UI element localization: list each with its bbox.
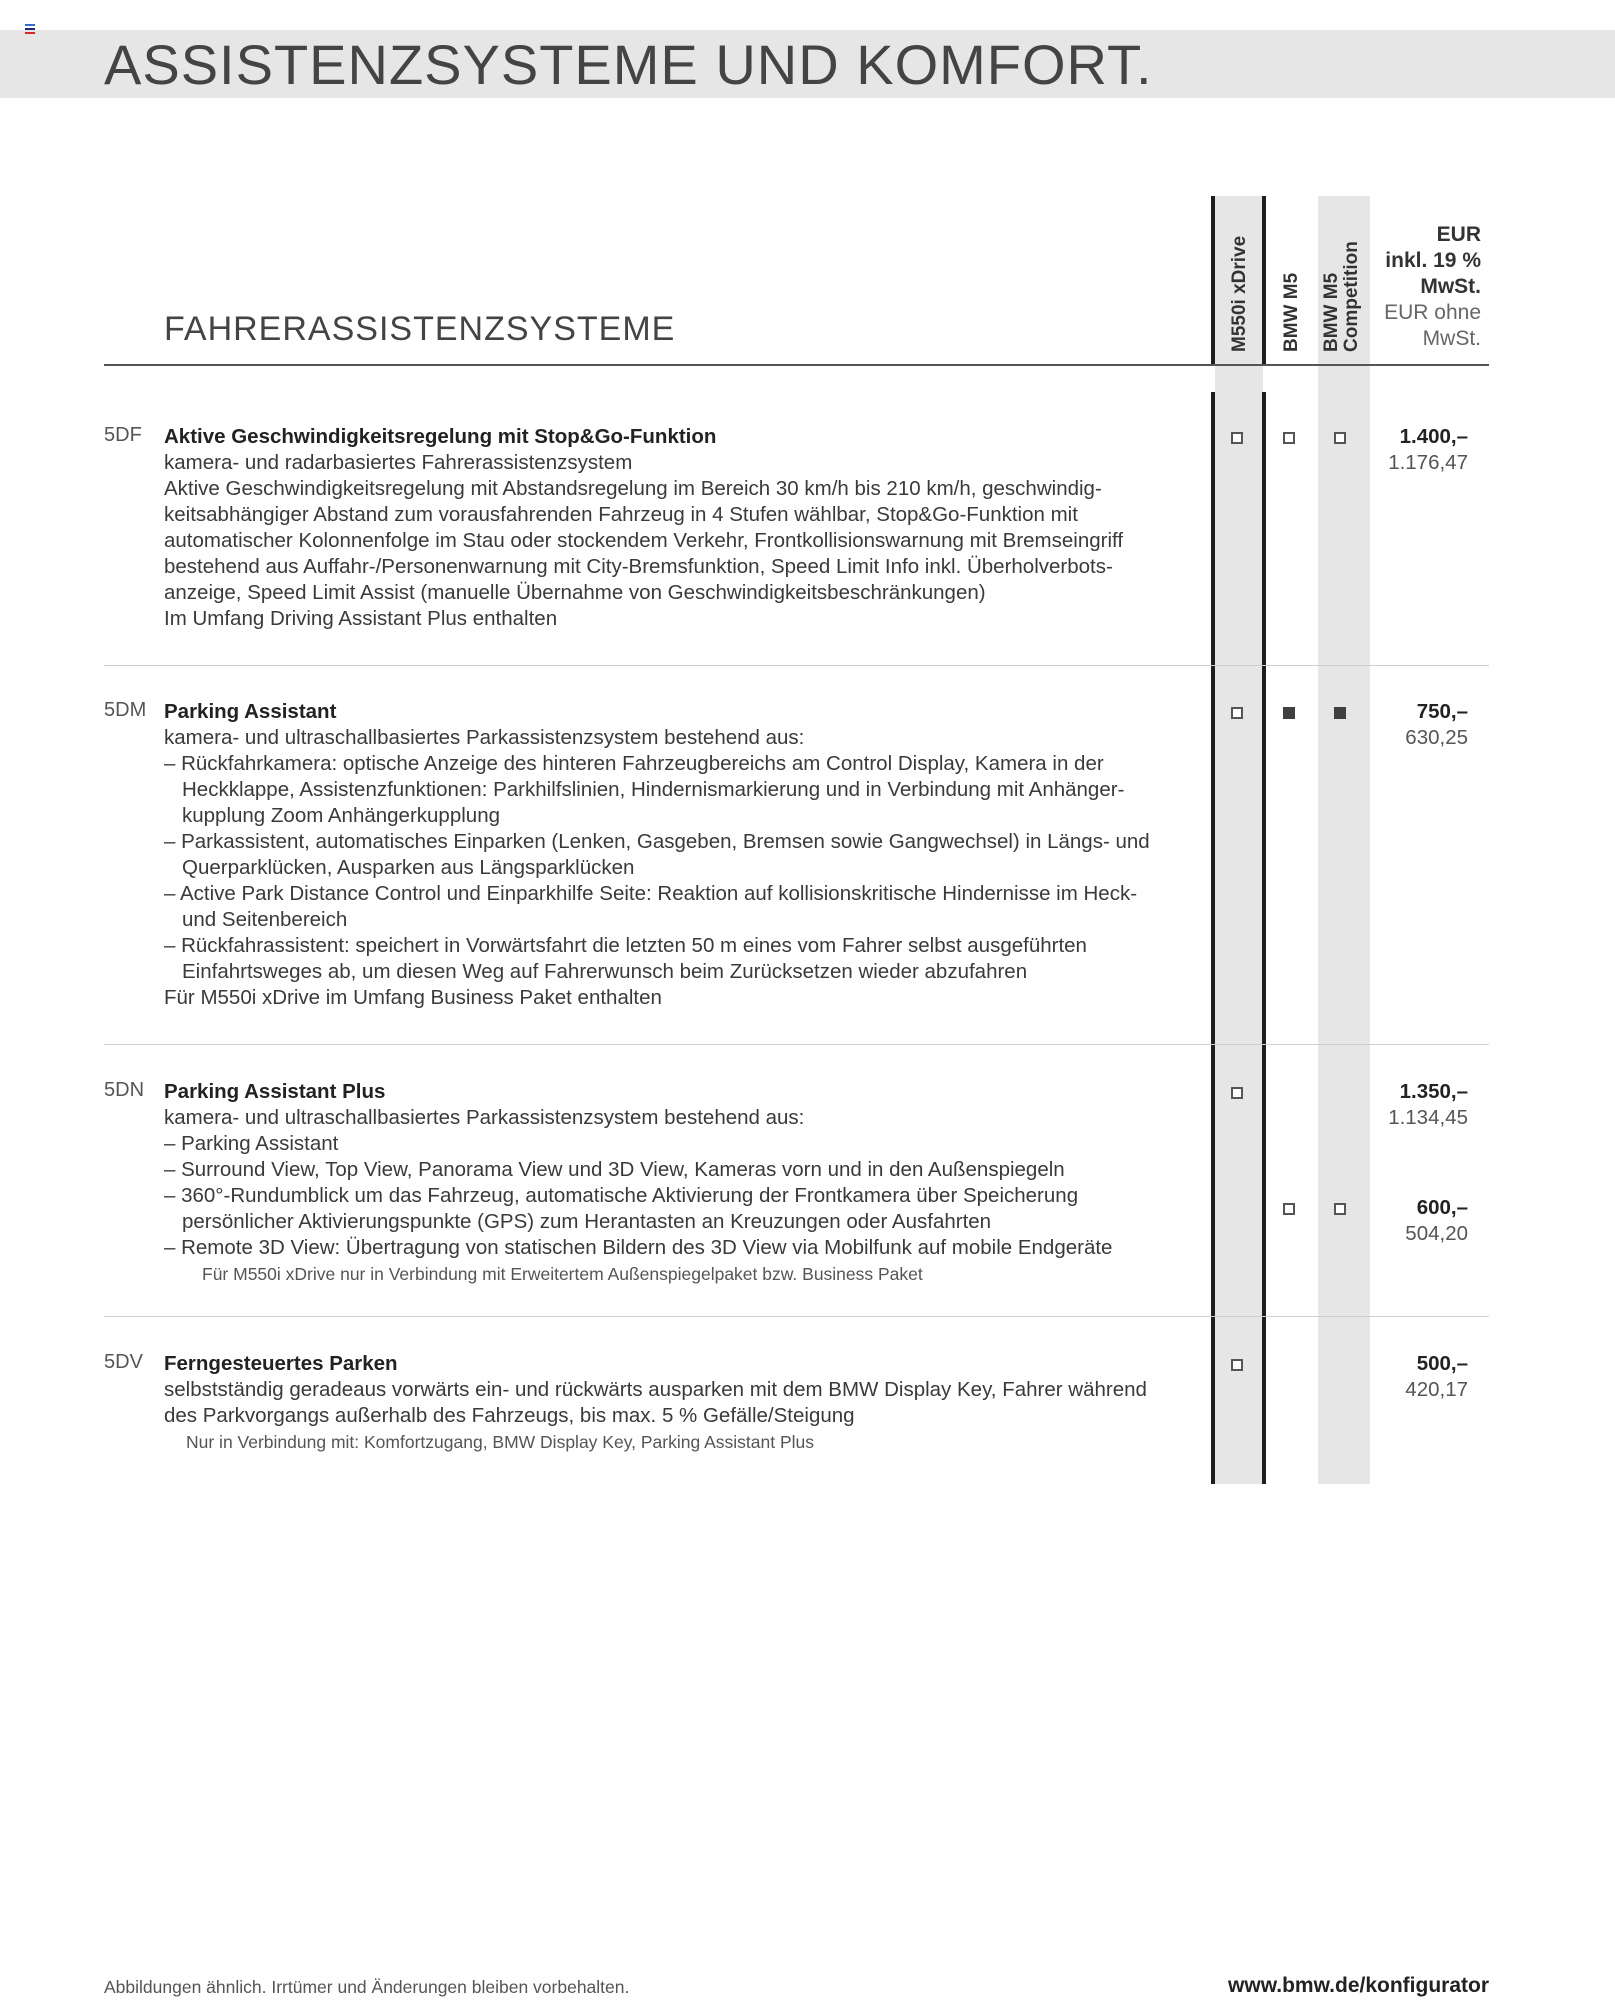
option-code: 5DF <box>104 424 142 446</box>
col-header-m5-competition-line: BMW M5 <box>1321 272 1342 352</box>
price-net: 1.176,47 <box>1388 451 1468 474</box>
option-row-5dn <box>104 1079 1489 1284</box>
col-header-m550i: M550i xDrive <box>1229 235 1250 352</box>
desc-line: selbstständig geradeaus vorwärts ein- und rückwärts ausparken mit dem BMW Display Key, Fahrer während <box>164 1378 1147 1401</box>
option-price-m5 <box>1328 1195 1468 1247</box>
option-box-m5 <box>1283 1203 1295 1215</box>
bullet-line: – Rückfahrassistent: speichert in Vorwärtsfahrt die letzten 50 m eines vom Fahrer selbst ausgeführten <box>164 934 1087 957</box>
bullet-line: – Parkassistent, automatisches Einparken (Lenken, Gasgeben, Bremsen sowie Gangwechsel) in Längs- und <box>164 830 1150 853</box>
desc-footer: Für M550i xDrive im Umfang Business Paket enthalten <box>164 986 662 1009</box>
bullet-line: – Active Park Distance Control und Einparkhilfe Seite: Reaktion auf kollisionskritische Hindernisse im Heck- <box>164 882 1138 905</box>
bullet-line: – 360°-Rundumblick um das Fahrzeug, automatische Aktivierung der Frontkamera über Speicherung <box>164 1184 1079 1207</box>
price-header <box>1351 222 1481 352</box>
option-name: Parking Assistant <box>164 700 337 723</box>
option-description <box>164 1351 1289 1455</box>
desc-intro: kamera- und ultraschallbasiertes Parkassistenzsystem bestehend aus: <box>164 726 805 749</box>
option-box-m5 <box>1283 432 1295 444</box>
price-net: 420,17 <box>1405 1378 1468 1401</box>
option-price <box>1328 424 1468 476</box>
page-title: ASSISTENZSYSTEME UND KOMFORT. <box>104 33 1153 96</box>
price-header-incl-2: inkl. 19 % <box>1385 249 1481 272</box>
bullet-line: Querparklücken, Ausparken aus Längsparklücken <box>182 856 635 879</box>
option-code: 5DM <box>104 699 147 721</box>
row-separator <box>104 1316 1489 1317</box>
option-code: 5DN <box>104 1079 145 1101</box>
col-divider <box>1211 196 1215 364</box>
option-row-5dv <box>104 1351 1489 1471</box>
bullet-line: – Rückfahrkamera: optische Anzeige des hinteren Fahrzeugbereichs am Control Display, Kamera in der <box>164 752 1104 775</box>
section-title: FAHRERASSISTENZSYSTEME <box>164 310 676 348</box>
desc-line: des Parkvorgangs außerhalb des Fahrzeugs, bis max. 5 % Gefälle/Steigung <box>164 1404 855 1427</box>
desc-bullet <box>164 881 1289 933</box>
standard-box-m5 <box>1283 707 1295 719</box>
desc-line: kamera- und radarbasiertes Fahrerassistenzsystem <box>164 451 633 474</box>
price-gross: 600,– <box>1416 1196 1468 1219</box>
option-box-m550i <box>1231 1087 1243 1099</box>
price-gross: 500,– <box>1416 1352 1468 1375</box>
desc-line: anzeige, Speed Limit Assist (manuelle Übernahme von Geschwindigkeitsbeschränkungen) <box>164 581 986 604</box>
desc-line: Aktive Geschwindigkeitsregelung mit Abstandsregelung im Bereich 30 km/h bis 210 km/h, geschwindig- <box>164 477 1102 500</box>
option-name: Aktive Geschwindigkeitsregelung mit Stop&Go-Funktion <box>164 425 717 448</box>
price-net: 1.134,45 <box>1388 1106 1468 1129</box>
price-header-excl-1: EUR ohne <box>1384 301 1481 324</box>
col-header-m5-competition-line: Competition <box>1341 241 1362 352</box>
option-code: 5DV <box>104 1351 143 1373</box>
price-net: 504,20 <box>1405 1222 1468 1245</box>
option-price <box>1328 699 1468 751</box>
bullet-line: und Seitenbereich <box>182 908 348 931</box>
desc-line: keitsabhängiger Abstand zum vorausfahrenden Fahrzeug in 4 Stufen wählbar, Stop&Go-Funktion mit <box>164 503 1078 526</box>
bullet-line: – Remote 3D View: Übertragung von statischen Bildern des 3D View via Mobilfunk auf mobile Endgeräte <box>164 1236 1113 1259</box>
desc-line: Im Umfang Driving Assistant Plus enthalten <box>164 607 558 630</box>
option-box-m550i <box>1231 707 1243 719</box>
header-rule <box>104 364 1489 366</box>
desc-intro: kamera- und ultraschallbasiertes Parkassistenzsystem bestehend aus: <box>164 1106 805 1129</box>
bmw-m-stripes-icon <box>25 24 35 36</box>
row-separator <box>104 665 1489 666</box>
bullet-line: Einfahrtsweges ab, um diesen Weg auf Fahrerwunsch beim Zurücksetzen wieder abzufahren <box>182 960 1028 983</box>
price-gross: 1.350,– <box>1399 1080 1468 1103</box>
price-header-incl-1: EUR <box>1436 223 1481 246</box>
footer-url-link[interactable]: www.bmw.de/konfigurator <box>1228 1974 1489 1997</box>
price-gross: 750,– <box>1416 700 1468 723</box>
col-divider <box>1262 196 1266 364</box>
price-header-incl-3: MwSt. <box>1420 275 1481 298</box>
option-box-m550i <box>1231 1359 1243 1371</box>
desc-bullet <box>164 933 1289 985</box>
option-row-5dm <box>104 699 1489 1019</box>
option-row-5df <box>104 424 1489 644</box>
desc-bullet <box>164 829 1289 881</box>
option-name: Ferngesteuertes Parken <box>164 1352 398 1375</box>
option-description <box>164 699 1289 1011</box>
bullet-line: Heckklappe, Assistenzfunktionen: Parkhilfslinien, Hindernismarkierung und in Verbindung mit Anhänger- <box>182 778 1125 801</box>
bullet-line: – Surround View, Top View, Panorama View und 3D View, Kameras vorn und in den Außenspiegeln <box>164 1158 1065 1181</box>
desc-line: bestehend aus Auffahr-/Personenwarnung mit City-Bremsfunktion, Speed Limit Info inkl. Überholverbots- <box>164 555 1113 578</box>
desc-note: Für M550i xDrive nur in Verbindung mit Erweitertem Außenspiegelpaket bzw. Business Paket <box>202 1264 923 1284</box>
option-box-m550i <box>1231 432 1243 444</box>
option-price <box>1328 1351 1468 1403</box>
footer-disclaimer: Abbildungen ähnlich. Irrtümer und Änderungen bleiben vorbehalten. <box>104 1977 630 1997</box>
price-gross: 1.400,– <box>1399 425 1468 448</box>
desc-line: automatischer Kolonnenfolge im Stau oder stockendem Verkehr, Frontkollisionswarnung mit Bremseingriff <box>164 529 1124 552</box>
bullet-line: – Parking Assistant <box>164 1132 339 1155</box>
bullet-line: persönlicher Aktivierungspunkte (GPS) zum Herantasten an Kreuzungen oder Ausfahrten <box>182 1210 992 1233</box>
desc-note: Nur in Verbindung mit: Komfortzugang, BMW Display Key, Parking Assistant Plus <box>186 1432 815 1452</box>
option-name: Parking Assistant Plus <box>164 1080 386 1103</box>
price-header-excl-2: MwSt. <box>1422 327 1481 350</box>
bullet-line: kupplung Zoom Anhängerkupplung <box>182 804 500 827</box>
option-description <box>164 1079 1289 1287</box>
option-description <box>164 424 1289 632</box>
col-header-m5: BMW M5 <box>1281 272 1302 352</box>
row-separator <box>104 1044 1489 1045</box>
desc-bullet <box>164 751 1289 829</box>
option-price <box>1328 1079 1468 1131</box>
price-net: 630,25 <box>1405 726 1468 749</box>
